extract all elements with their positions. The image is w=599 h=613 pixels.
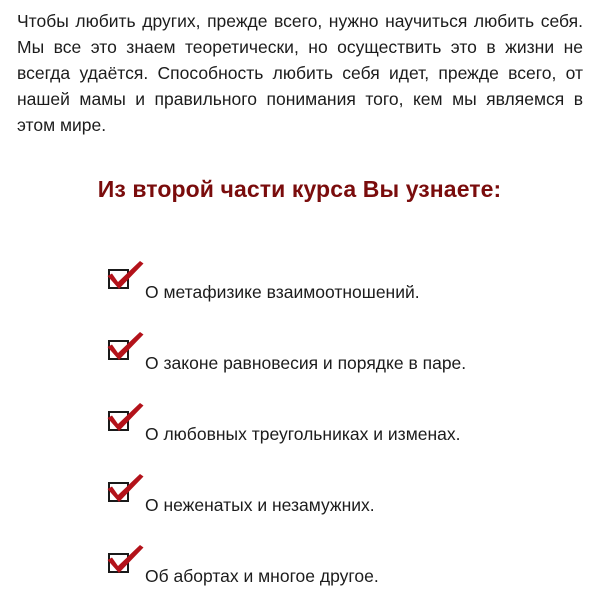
intro-paragraph: Чтобы любить других, прежде всего, нужно научиться любить себя. Мы все это знаем теоретически, но осуществить это в жизни не всегда удаётся. Способность любить себя идет, прежде всего, от нашей мамы и правильного понимания того, кем мы являемся в этом мире.	[17, 11, 583, 135]
checklist-item-label: О любовных треугольниках и изменах.	[145, 424, 461, 444]
checkbox-checked-icon	[106, 542, 146, 578]
checkbox-checked-icon	[106, 258, 146, 294]
checkbox-checked-icon	[106, 329, 146, 365]
checklist-item-label: О метафизике взаимоотношений.	[145, 282, 420, 302]
section-heading: Из второй части курса Вы узнаете:	[97, 176, 502, 202]
checklist-item-label: О неженатых и незамужних.	[145, 495, 375, 515]
checkbox-checked-icon	[106, 400, 146, 436]
checklist-item-label: Об абортах и многое другое.	[145, 566, 379, 586]
checkbox-checked-icon	[106, 471, 146, 507]
checklist-item-label: О законе равновесия и порядке в паре.	[145, 353, 467, 373]
